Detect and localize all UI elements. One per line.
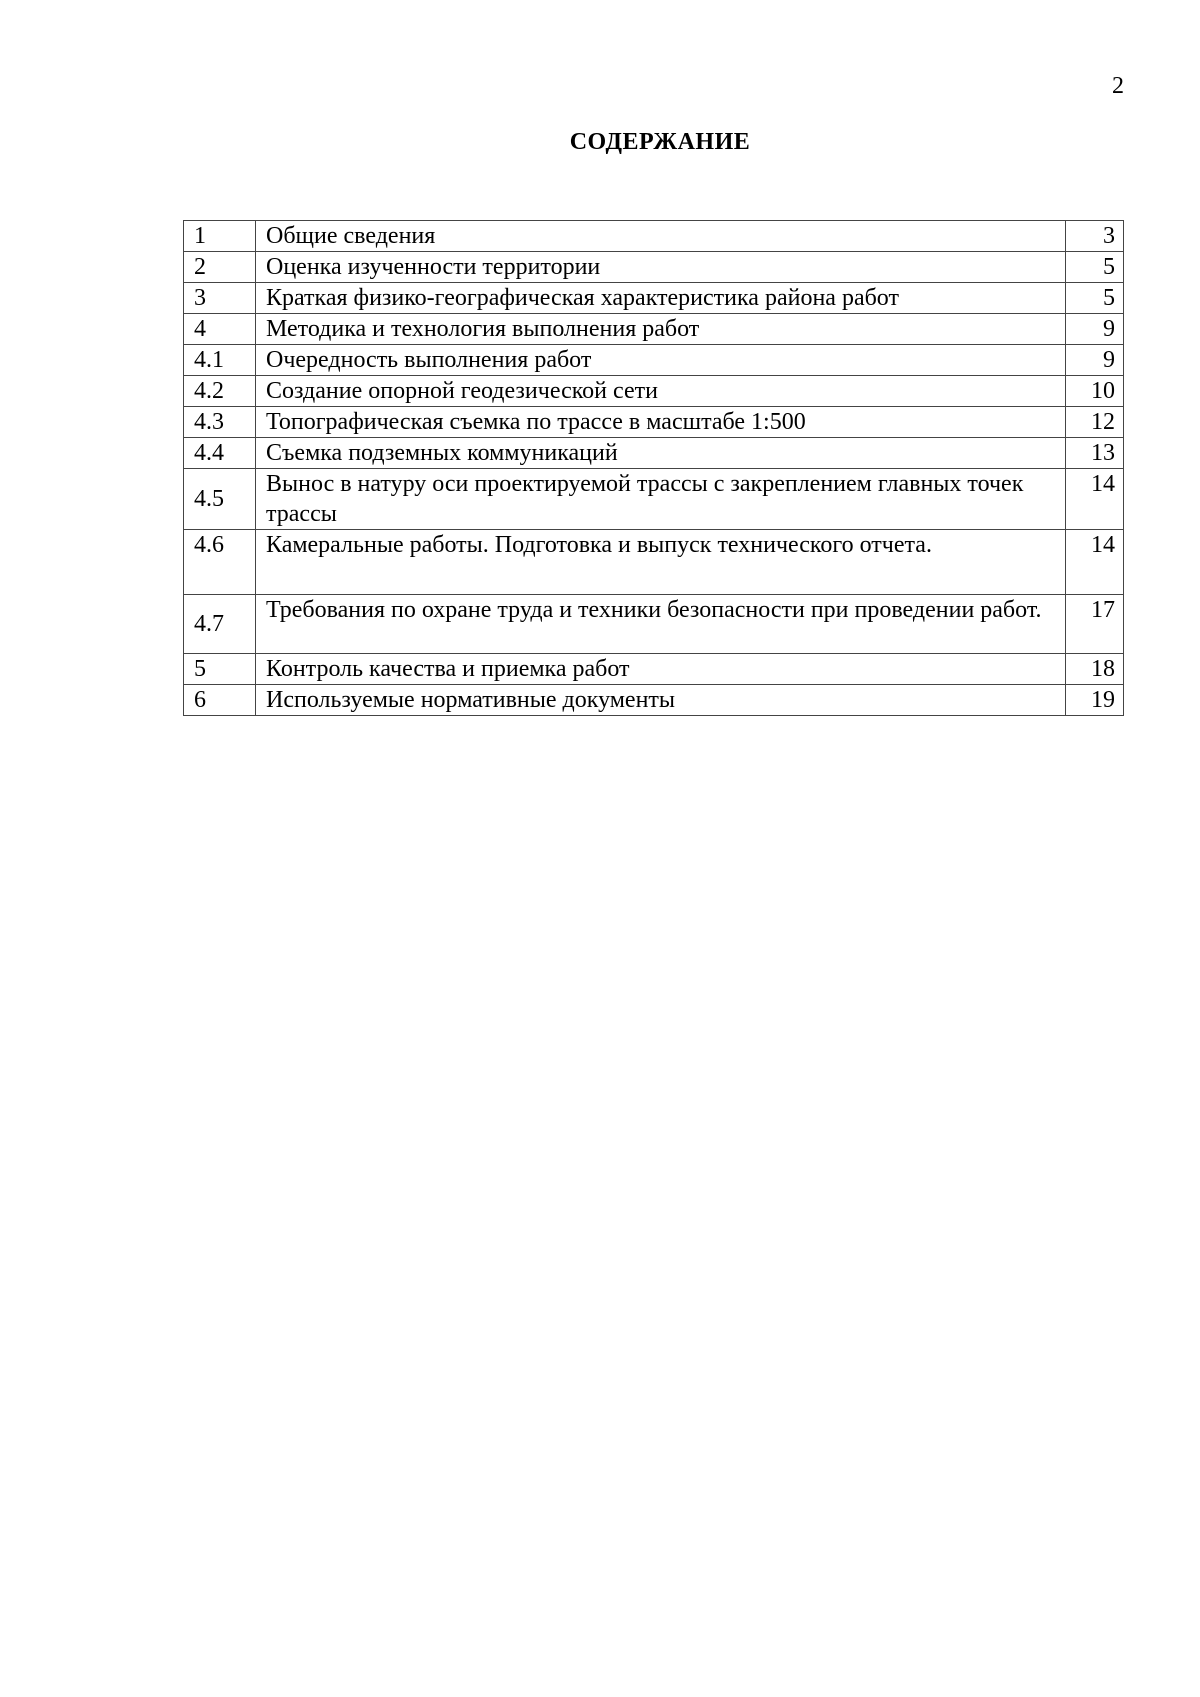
toc-title: Требования по охране труда и техники безопасности при проведении работ. (256, 595, 1066, 654)
page-number: 2 (1112, 73, 1124, 99)
toc-title: Камеральные работы. Подготовка и выпуск технического отчета. (256, 530, 1066, 595)
toc-row (184, 283, 1124, 314)
toc-page: 5 (1066, 283, 1124, 314)
toc-page: 12 (1066, 407, 1124, 438)
toc-title: Оценка изученности территории (256, 252, 1066, 283)
toc-title: Съемка подземных коммуникаций (256, 438, 1066, 469)
toc-row (184, 314, 1124, 345)
toc-title: Контроль качества и приемка работ (256, 654, 1066, 685)
toc-number: 4.7 (184, 595, 256, 654)
toc-title: Методика и технология выполнения работ (256, 314, 1066, 345)
toc-page: 9 (1066, 314, 1124, 345)
toc-row (184, 530, 1124, 595)
toc-title: Создание опорной геодезической сети (256, 376, 1066, 407)
toc-page: 13 (1066, 438, 1124, 469)
toc-number: 4 (184, 314, 256, 345)
toc-page: 14 (1066, 469, 1124, 530)
toc-number: 4.6 (184, 530, 256, 595)
toc-row (184, 345, 1124, 376)
toc-page: 17 (1066, 595, 1124, 654)
toc-title: Очередность выполнения работ (256, 345, 1066, 376)
toc-row (184, 252, 1124, 283)
toc-row (184, 469, 1124, 530)
toc-page: 14 (1066, 530, 1124, 595)
toc-row (184, 654, 1124, 685)
toc-row (184, 685, 1124, 716)
table-of-contents (183, 220, 1124, 716)
toc-number: 6 (184, 685, 256, 716)
toc-number: 5 (184, 654, 256, 685)
toc-row (184, 221, 1124, 252)
toc-title: Краткая физико-географическая характеристика района работ (256, 283, 1066, 314)
toc-title: Используемые нормативные документы (256, 685, 1066, 716)
toc-number: 4.1 (184, 345, 256, 376)
toc-number: 1 (184, 221, 256, 252)
toc-title: Вынос в натуру оси проектируемой трассы с закреплением главных точек трассы (256, 469, 1066, 530)
toc-page: 10 (1066, 376, 1124, 407)
toc-number: 3 (184, 283, 256, 314)
toc-page: 9 (1066, 345, 1124, 376)
toc-number: 4.2 (184, 376, 256, 407)
toc-number: 4.3 (184, 407, 256, 438)
toc-page: 18 (1066, 654, 1124, 685)
toc-row (184, 407, 1124, 438)
toc-title: Топографическая съемка по трассе в масштабе 1:500 (256, 407, 1066, 438)
toc-number: 2 (184, 252, 256, 283)
toc-row (184, 595, 1124, 654)
toc-title: Общие сведения (256, 221, 1066, 252)
toc-number: 4.5 (184, 469, 256, 530)
toc-number: 4.4 (184, 438, 256, 469)
toc-page: 5 (1066, 252, 1124, 283)
document-title: СОДЕРЖАНИЕ (569, 129, 751, 155)
toc-row (184, 438, 1124, 469)
toc-page: 19 (1066, 685, 1124, 716)
toc-page: 3 (1066, 221, 1124, 252)
toc-row (184, 376, 1124, 407)
